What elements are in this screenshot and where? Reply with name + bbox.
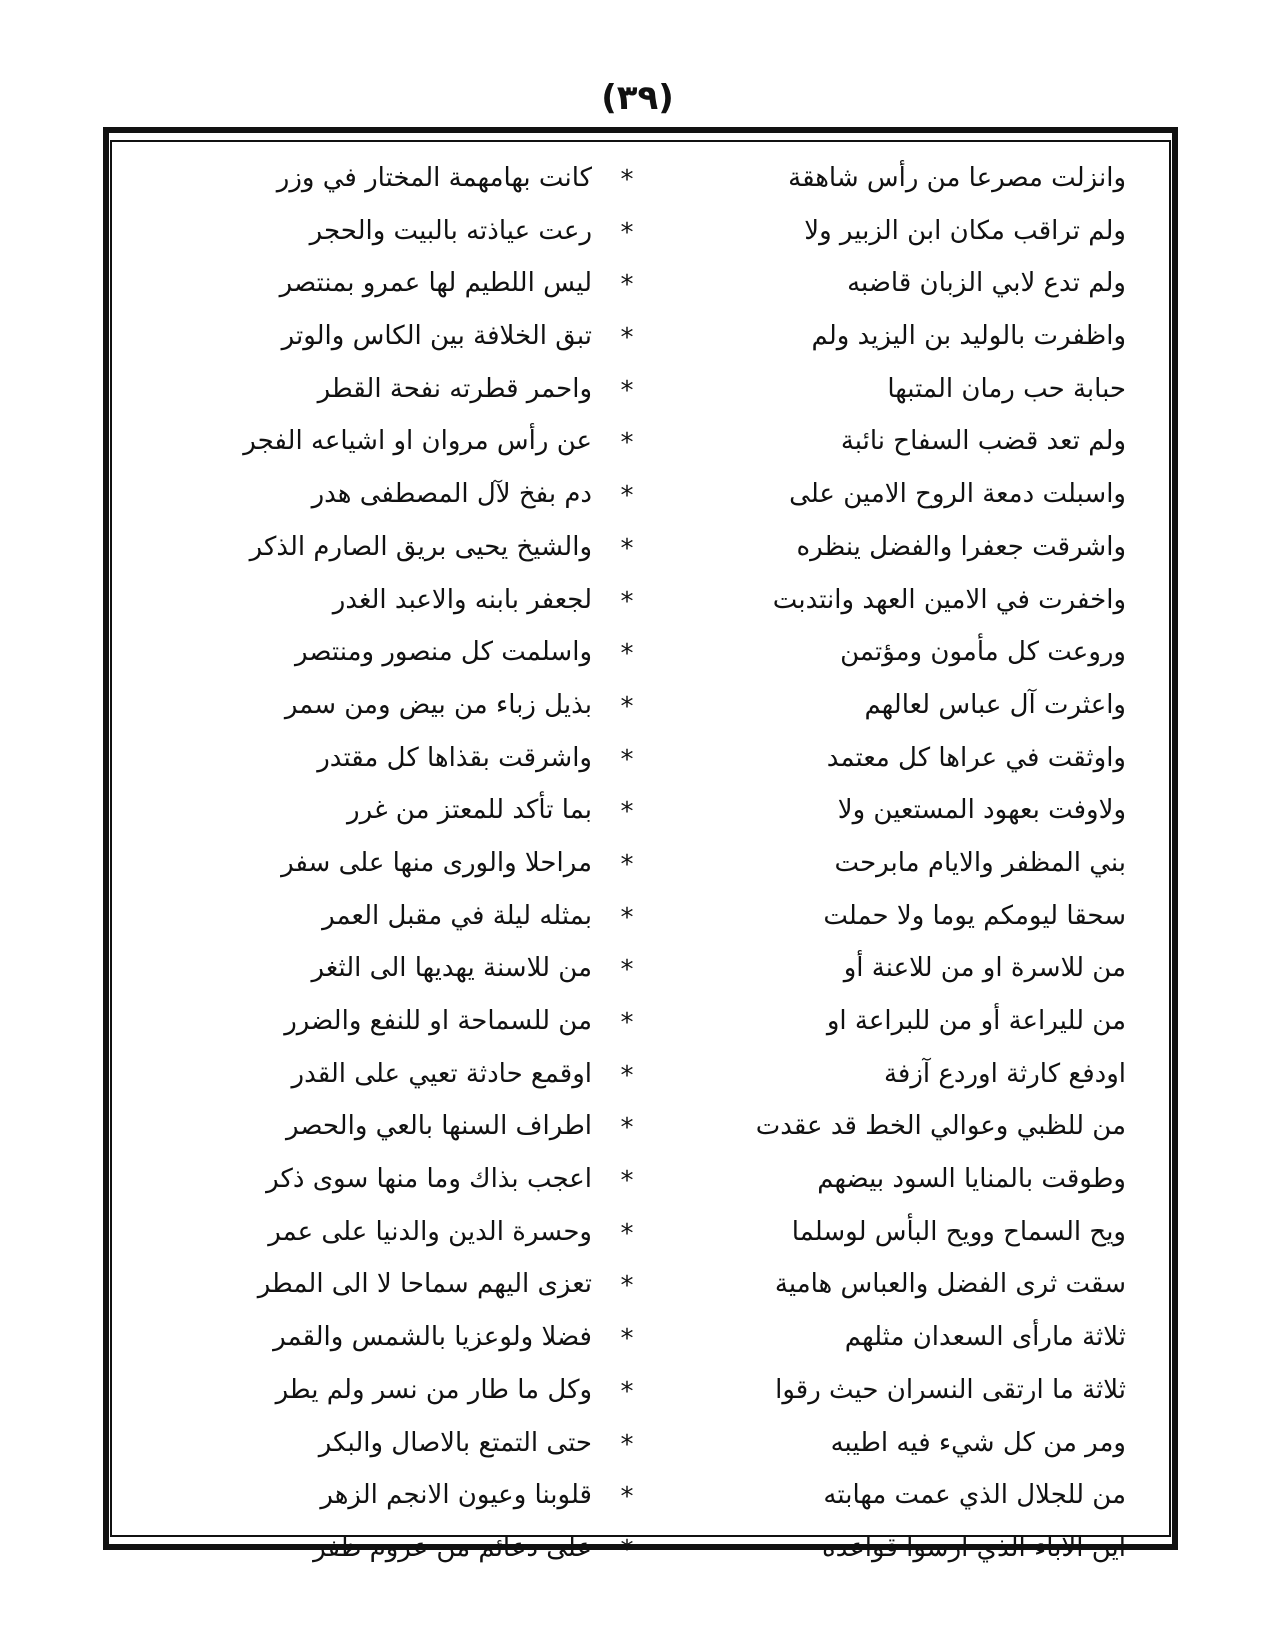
verse-line xyxy=(140,152,1140,205)
hemistich-separator: * xyxy=(620,533,634,564)
verse-second-hemistich: من للسماحة او للنفع والضرر xyxy=(284,1006,592,1036)
verse-first-hemistich: ولاوفت بعهود المستعين ولا xyxy=(837,795,1126,826)
hemistich-separator: * xyxy=(620,428,634,459)
hemistich-separator: * xyxy=(620,375,634,406)
hemistich-separator: * xyxy=(620,1482,634,1513)
verse-first-hemistich: من لليراعة أو من للبراعة او xyxy=(826,1006,1126,1036)
hemistich-separator: * xyxy=(620,586,634,617)
hemistich-separator: * xyxy=(620,1429,634,1460)
hemistich-separator: * xyxy=(620,323,634,354)
verse-line xyxy=(140,942,1140,995)
verse-second-hemistich: عن رأس مروان او اشياعه الفجر xyxy=(243,426,592,457)
verse-second-hemistich: بمثله ليلة في مقبل العمر xyxy=(322,900,592,931)
verse-first-hemistich: ولم تعد قضب السفاح نائبة xyxy=(840,426,1126,457)
verse-first-hemistich: واسبلت دمعة الروح الامين على xyxy=(789,479,1126,510)
verse-second-hemistich: رعت عياذته بالبيت والحجر xyxy=(309,215,592,246)
verse-second-hemistich: مراحلا والورى منها على سفر xyxy=(281,847,592,878)
verse-first-hemistich: ويح السماح وويح البأس لوسلما xyxy=(791,1216,1126,1247)
verse-first-hemistich: من للاسرة او من للاعنة أو xyxy=(843,953,1126,984)
hemistich-separator: * xyxy=(620,797,634,828)
verse-second-hemistich: اوقمع حادثة تعيي على القدر xyxy=(291,1058,592,1089)
verse-first-hemistich: اودفع كارثة اوردع آزفة xyxy=(883,1058,1126,1089)
verse-first-hemistich: اين الاباء الذي ارسوا قواعده xyxy=(822,1532,1126,1563)
verse-second-hemistich: واسلمت كل منصور ومنتصر xyxy=(295,637,592,668)
verse-line xyxy=(140,1469,1140,1522)
verse-line xyxy=(140,1153,1140,1206)
verse-line xyxy=(140,1206,1140,1259)
verse-first-hemistich: واظفرت بالوليد بن اليزيد ولم xyxy=(811,321,1126,352)
verse-first-hemistich: ولم تدع لابي الزبان قاضبه xyxy=(847,268,1126,299)
verse-first-hemistich: واعثرت آل عباس لعالهم xyxy=(864,689,1126,720)
page-number: (٣٩) xyxy=(601,78,674,118)
verse-line xyxy=(140,890,1140,943)
hemistich-separator: * xyxy=(620,1324,634,1355)
verse-line xyxy=(140,310,1140,363)
verse-second-hemistich: كانت بهامهمة المختار في وزر xyxy=(276,163,592,193)
verse-line xyxy=(140,1311,1140,1364)
hemistich-separator: * xyxy=(620,1166,634,1197)
verse-line xyxy=(140,732,1140,785)
hemistich-separator: * xyxy=(620,165,634,195)
verse-first-hemistich: ثلاثة ما ارتقى النسران حيث رقوا xyxy=(775,1374,1126,1405)
verse-first-hemistich: واخفرت في الامين العهد وانتدبت xyxy=(772,584,1126,615)
verse-second-hemistich: على دعائم من عزوم ظفر xyxy=(313,1532,592,1563)
verse-line xyxy=(140,1417,1140,1470)
hemistich-separator: * xyxy=(620,1060,634,1091)
hemistich-separator: * xyxy=(620,1218,634,1249)
verse-line xyxy=(140,995,1140,1048)
hemistich-separator: * xyxy=(620,691,634,722)
verse-line xyxy=(140,205,1140,258)
hemistich-separator: * xyxy=(620,270,634,301)
hemistich-separator: * xyxy=(620,955,634,986)
verse-line xyxy=(140,626,1140,679)
hemistich-separator: * xyxy=(620,744,634,775)
verse-second-hemistich: اطراف السنها بالعي والحصر xyxy=(286,1111,592,1142)
verse-first-hemistich: واوثقت في عراها كل معتمد xyxy=(826,742,1126,773)
verse-second-hemistich: لجعفر بابنه والاعبد الغدر xyxy=(332,584,592,615)
verse-second-hemistich: حتى التمتع بالاصال والبكر xyxy=(318,1427,592,1458)
verse-line xyxy=(140,468,1140,521)
verse-line xyxy=(140,363,1140,416)
verse-second-hemistich: قلوبنا وعيون الانجم الزهر xyxy=(320,1480,592,1511)
hemistich-separator: * xyxy=(620,902,634,933)
verse-line xyxy=(140,837,1140,890)
verse-first-hemistich: وروعت كل مأمون ومؤتمن xyxy=(840,637,1126,668)
verse-second-hemistich: بذيل زباء من بيض ومن سمر xyxy=(284,689,592,720)
verse-line xyxy=(140,1258,1140,1311)
verse-second-hemistich: وحسرة الدين والدنيا على عمر xyxy=(268,1216,592,1247)
poem-body xyxy=(140,152,1140,1565)
verse-first-hemistich: بني المظفر والايام مابرحت xyxy=(834,847,1126,878)
verse-line xyxy=(140,1522,1140,1575)
verse-line xyxy=(140,679,1140,732)
verse-second-hemistich: من للاسنة يهديها الى الثغر xyxy=(311,953,592,984)
verse-first-hemistich: من للظبي وعوالي الخط قد عقدت xyxy=(755,1111,1126,1142)
verse-second-hemistich: بما تأكد للمعتز من غرر xyxy=(347,795,592,826)
verse-first-hemistich: سقت ثرى الفضل والعباس هامية xyxy=(774,1269,1126,1300)
verse-line xyxy=(140,574,1140,627)
verse-second-hemistich: تعزى اليهم سماحا لا الى المطر xyxy=(257,1269,592,1300)
verse-first-hemistich: ولم تراقب مكان ابن الزبير ولا xyxy=(804,215,1126,246)
hemistich-separator: * xyxy=(620,639,634,670)
verse-first-hemistich: وانزلت مصرعا من رأس شاهقة xyxy=(788,163,1126,193)
verse-line xyxy=(140,415,1140,468)
verse-first-hemistich: حبابة حب رمان المتبها xyxy=(887,373,1126,404)
verse-second-hemistich: واحمر قطرته نفحة القطر xyxy=(317,373,592,404)
verse-line xyxy=(140,257,1140,310)
verse-line xyxy=(140,784,1140,837)
hemistich-separator: * xyxy=(620,481,634,512)
verse-line xyxy=(140,521,1140,574)
verse-first-hemistich: ومر من كل شيء فيه اطيبه xyxy=(830,1427,1126,1458)
verse-first-hemistich: وطوقت بالمنايا السود بيضهم xyxy=(817,1164,1126,1195)
hemistich-separator: * xyxy=(620,849,634,880)
verse-second-hemistich: والشيخ يحيى بريق الصارم الذكر xyxy=(249,531,592,562)
verse-second-hemistich: تبق الخلافة بين الكاس والوتر xyxy=(281,321,592,352)
verse-second-hemistich: اعجب بذاك وما منها سوى ذكر xyxy=(266,1164,592,1195)
hemistich-separator: * xyxy=(620,1534,634,1565)
hemistich-separator: * xyxy=(620,1376,634,1407)
verse-first-hemistich: سحقا ليومكم يوما ولا حملت xyxy=(823,900,1126,931)
hemistich-separator: * xyxy=(620,1271,634,1302)
verse-second-hemistich: دم بفخ لآل المصطفى هدر xyxy=(311,479,592,510)
verse-second-hemistich: فضلا ولوعزيا بالشمس والقمر xyxy=(273,1322,592,1353)
verse-first-hemistich: ثلاثة مارأى السعدان مثلهم xyxy=(844,1322,1126,1353)
hemistich-separator: * xyxy=(620,1113,634,1144)
verse-first-hemistich: واشرقت جعفرا والفضل ينظره xyxy=(796,531,1126,562)
verse-line xyxy=(140,1364,1140,1417)
verse-second-hemistich: وكل ما طار من نسر ولم يطر xyxy=(275,1374,592,1405)
verse-second-hemistich: ليس اللطيم لها عمرو بمنتصر xyxy=(279,268,592,299)
hemistich-separator: * xyxy=(620,217,634,248)
verse-line xyxy=(140,1048,1140,1101)
verse-first-hemistich: من للجلال الذي عمت مهابته xyxy=(823,1480,1126,1511)
hemistich-separator: * xyxy=(620,1008,634,1038)
verse-line xyxy=(140,1100,1140,1153)
verse-second-hemistich: واشرقت بقذاها كل مقتدر xyxy=(317,742,592,773)
